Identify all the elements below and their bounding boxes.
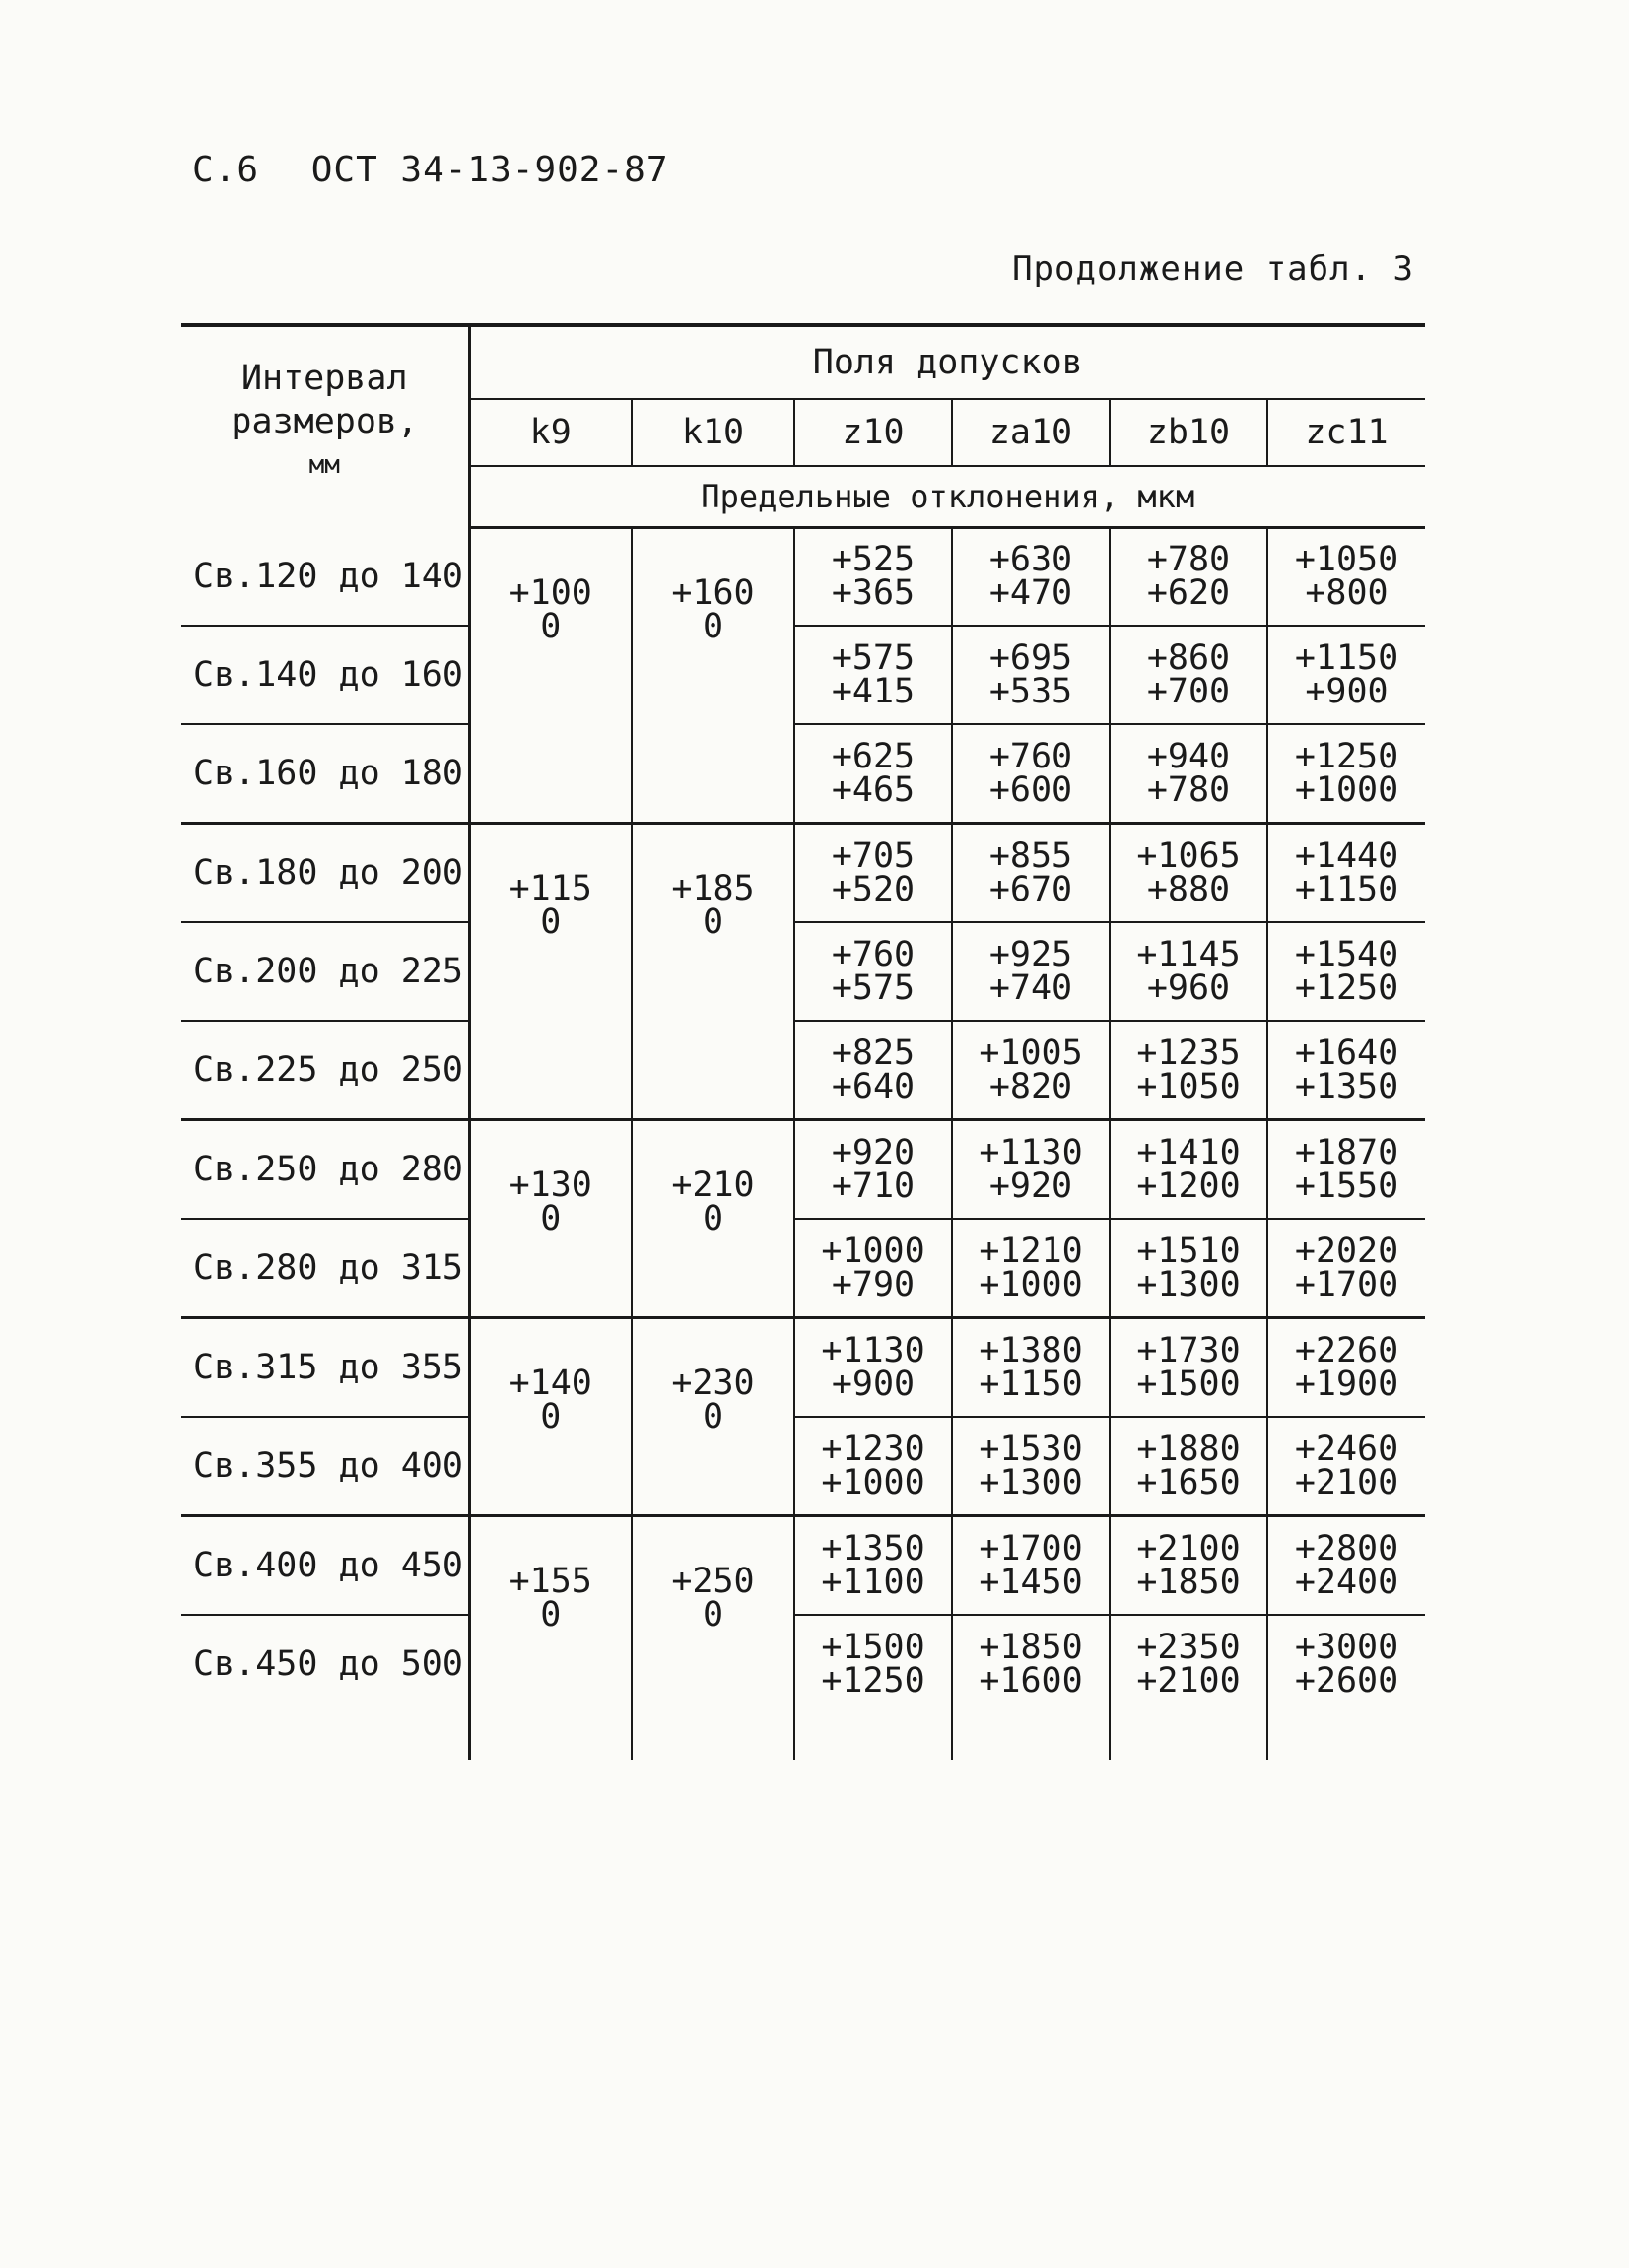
k9-deviation-cell: [469, 1317, 632, 1515]
zc11-deviation-cell: [1267, 1317, 1425, 1417]
upper-deviation: +760: [988, 736, 1073, 776]
zb10-deviation-cell: [1110, 1219, 1267, 1318]
table-tail-cell: [1110, 1712, 1267, 1760]
upper-deviation: +250: [671, 1561, 755, 1601]
za10-deviation-cell: [952, 1615, 1110, 1712]
lower-deviation: +470: [988, 573, 1073, 614]
lower-deviation: +900: [1305, 671, 1389, 711]
zc11-deviation-cell: [1267, 1021, 1425, 1120]
zb10-deviation-cell: [1110, 1615, 1267, 1712]
table-row: [181, 1317, 1425, 1417]
upper-deviation: +695: [988, 637, 1073, 678]
table-continuation-label: Продолжение табл. 3: [1012, 249, 1414, 289]
lower-deviation: +1300: [1136, 1264, 1241, 1304]
lower-deviation: 0: [702, 1594, 724, 1634]
zc11-deviation-cell: [1267, 1615, 1425, 1712]
table-row: [181, 1219, 1425, 1318]
lower-deviation: 0: [702, 1396, 724, 1436]
interval-header-line-1: Интервал: [240, 359, 408, 398]
upper-deviation: +2100: [1136, 1528, 1241, 1568]
upper-deviation: +100: [509, 573, 592, 613]
za10-deviation-cell: [952, 922, 1110, 1021]
upper-deviation: +920: [831, 1132, 916, 1172]
column-header-k9: k9: [469, 399, 632, 466]
lower-deviation: 0: [540, 1396, 562, 1436]
lower-deviation: +1000: [979, 1264, 1083, 1304]
lower-deviation: +1550: [1294, 1166, 1399, 1206]
upper-deviation: +1870: [1294, 1132, 1399, 1172]
upper-deviation: +1380: [979, 1330, 1083, 1370]
table-tail-cell: [632, 1712, 794, 1760]
size-interval-cell: Св.400 до 450: [181, 1515, 469, 1615]
zb10-deviation-cell: [1110, 823, 1267, 922]
upper-deviation: +1000: [821, 1231, 925, 1271]
size-interval-cell: Св.315 до 355: [181, 1317, 469, 1417]
upper-deviation: +3000: [1294, 1627, 1399, 1667]
lower-deviation: +1300: [979, 1462, 1083, 1502]
size-interval-cell: Св.160 до 180: [181, 724, 469, 824]
upper-deviation: +855: [988, 835, 1073, 876]
za10-deviation-cell: [952, 1021, 1110, 1120]
za10-deviation-cell: [952, 1219, 1110, 1318]
z10-deviation-cell: [794, 922, 952, 1021]
z10-deviation-cell: [794, 724, 952, 824]
lower-deviation: +2600: [1294, 1660, 1399, 1701]
table-tail: [181, 1712, 1425, 1760]
upper-deviation: +630: [988, 540, 1073, 580]
upper-deviation: +1130: [821, 1330, 925, 1370]
deviations-header: Предельные отклонения, мкм: [469, 466, 1425, 528]
upper-deviation: +2260: [1294, 1330, 1399, 1370]
upper-deviation: +140: [509, 1363, 592, 1403]
table-row: [181, 626, 1425, 724]
lower-deviation: +960: [1146, 967, 1231, 1008]
page-header: [192, 150, 669, 190]
standard-code: ОСТ 34-13-902-87: [310, 150, 669, 190]
table-tail-cell: [469, 1712, 632, 1760]
upper-deviation: +1210: [979, 1231, 1083, 1271]
lower-deviation: +1250: [821, 1660, 925, 1701]
size-interval-cell: Св.450 до 500: [181, 1615, 469, 1712]
za10-deviation-cell: [952, 1417, 1110, 1516]
column-header-za10: za10: [952, 399, 1110, 466]
lower-deviation: +1050: [1136, 1066, 1241, 1106]
k9-deviation-cell: [469, 528, 632, 824]
lower-deviation: +1000: [1294, 769, 1399, 810]
upper-deviation: +1640: [1294, 1033, 1399, 1073]
lower-deviation: +575: [831, 967, 916, 1008]
upper-deviation: +780: [1146, 540, 1231, 580]
lower-deviation: +1700: [1294, 1264, 1399, 1304]
lower-deviation: +800: [1305, 573, 1389, 614]
zb10-deviation-cell: [1110, 1417, 1267, 1516]
upper-deviation: +1700: [979, 1528, 1083, 1568]
k10-deviation-cell: [632, 1515, 794, 1712]
size-interval-cell: Св.140 до 160: [181, 626, 469, 724]
table-row: [181, 1021, 1425, 1120]
size-interval-cell: Св.120 до 140: [181, 528, 469, 626]
upper-deviation: +1235: [1136, 1033, 1241, 1073]
upper-deviation: +1250: [1294, 736, 1399, 776]
lower-deviation: +1200: [1136, 1166, 1241, 1206]
upper-deviation: +115: [509, 868, 592, 908]
column-header-k10: k10: [632, 399, 794, 466]
upper-deviation: +2460: [1294, 1429, 1399, 1469]
upper-deviation: +1130: [979, 1132, 1083, 1172]
column-header-z10: z10: [794, 399, 952, 466]
table-row: [181, 922, 1425, 1021]
upper-deviation: +860: [1146, 637, 1231, 678]
lower-deviation: 0: [702, 1198, 724, 1238]
lower-deviation: +365: [831, 573, 916, 614]
zc11-deviation-cell: [1267, 626, 1425, 724]
column-header-zc11: zc11: [1267, 399, 1425, 466]
zc11-deviation-cell: [1267, 823, 1425, 922]
za10-deviation-cell: [952, 1515, 1110, 1615]
table-tail-cell: [794, 1712, 952, 1760]
zc11-deviation-cell: [1267, 1417, 1425, 1516]
lower-deviation: +1850: [1136, 1562, 1241, 1602]
zb10-deviation-cell: [1110, 626, 1267, 724]
zb10-deviation-cell: [1110, 528, 1267, 626]
lower-deviation: +740: [988, 967, 1073, 1008]
lower-deviation: +1600: [979, 1660, 1083, 1701]
interval-header-unit: мм: [308, 450, 340, 480]
lower-deviation: +710: [831, 1166, 916, 1206]
lower-deviation: +415: [831, 671, 916, 711]
upper-deviation: +1005: [979, 1033, 1083, 1073]
lower-deviation: 0: [702, 607, 724, 646]
table-tail-cell: [1267, 1712, 1425, 1760]
upper-deviation: +760: [831, 934, 916, 974]
table-row: [181, 1119, 1425, 1219]
zc11-deviation-cell: [1267, 528, 1425, 626]
zb10-deviation-cell: [1110, 1021, 1267, 1120]
k10-deviation-cell: [632, 1317, 794, 1515]
lower-deviation: +670: [988, 869, 1073, 909]
table-row: [181, 1515, 1425, 1615]
zb10-deviation-cell: [1110, 1515, 1267, 1615]
zb10-deviation-cell: [1110, 724, 1267, 824]
lower-deviation: 0: [540, 1198, 562, 1238]
lower-deviation: +820: [988, 1066, 1073, 1106]
zc11-deviation-cell: [1267, 922, 1425, 1021]
lower-deviation: +1650: [1136, 1462, 1241, 1502]
page-number: С.6: [192, 150, 260, 190]
k9-deviation-cell: [469, 1515, 632, 1712]
z10-deviation-cell: [794, 1317, 952, 1417]
table-row: [181, 724, 1425, 824]
lower-deviation: +780: [1146, 769, 1231, 810]
za10-deviation-cell: [952, 626, 1110, 724]
upper-deviation: +1730: [1136, 1330, 1241, 1370]
lower-deviation: +535: [988, 671, 1073, 711]
upper-deviation: +1530: [979, 1429, 1083, 1469]
upper-deviation: +1050: [1294, 540, 1399, 580]
upper-deviation: +575: [831, 637, 916, 678]
za10-deviation-cell: [952, 1317, 1110, 1417]
upper-deviation: +2350: [1136, 1627, 1241, 1667]
lower-deviation: +2400: [1294, 1562, 1399, 1602]
lower-deviation: +1250: [1294, 967, 1399, 1008]
table-tail-cell: [952, 1712, 1110, 1760]
za10-deviation-cell: [952, 528, 1110, 626]
lower-deviation: +640: [831, 1066, 916, 1106]
upper-deviation: +1065: [1136, 835, 1241, 876]
lower-deviation: 0: [540, 1594, 562, 1634]
upper-deviation: +1850: [979, 1627, 1083, 1667]
size-interval-cell: Св.355 до 400: [181, 1417, 469, 1516]
lower-deviation: +465: [831, 769, 916, 810]
zb10-deviation-cell: [1110, 922, 1267, 1021]
size-interval-cell: Св.180 до 200: [181, 823, 469, 922]
lower-deviation: +1100: [821, 1562, 925, 1602]
lower-deviation: +2100: [1294, 1462, 1399, 1502]
lower-deviation: +900: [831, 1364, 916, 1404]
upper-deviation: +160: [671, 573, 755, 613]
lower-deviation: +2100: [1136, 1660, 1241, 1701]
upper-deviation: +1440: [1294, 835, 1399, 876]
upper-deviation: +230: [671, 1363, 755, 1403]
upper-deviation: +1880: [1136, 1429, 1241, 1469]
k10-deviation-cell: [632, 823, 794, 1119]
tolerance-table: [181, 323, 1425, 1760]
upper-deviation: +925: [988, 934, 1073, 974]
upper-deviation: +1500: [821, 1627, 925, 1667]
zc11-deviation-cell: [1267, 724, 1425, 824]
lower-deviation: +700: [1146, 671, 1231, 711]
table-row: [181, 823, 1425, 922]
tolerance-fields-header: Поля допусков: [469, 327, 1425, 399]
interval-column-header: [181, 327, 469, 528]
upper-deviation: +130: [509, 1165, 592, 1205]
lower-deviation: +1350: [1294, 1066, 1399, 1106]
upper-deviation: +2800: [1294, 1528, 1399, 1568]
lower-deviation: +520: [831, 869, 916, 909]
upper-deviation: +1150: [1294, 637, 1399, 678]
za10-deviation-cell: [952, 724, 1110, 824]
upper-deviation: +210: [671, 1165, 755, 1205]
upper-deviation: +1350: [821, 1528, 925, 1568]
lower-deviation: +1150: [1294, 869, 1399, 909]
k9-deviation-cell: [469, 1119, 632, 1317]
lower-deviation: +620: [1146, 573, 1231, 614]
upper-deviation: +625: [831, 736, 916, 776]
upper-deviation: +1540: [1294, 934, 1399, 974]
size-interval-cell: Св.200 до 225: [181, 922, 469, 1021]
lower-deviation: +1150: [979, 1364, 1083, 1404]
lower-deviation: +920: [988, 1166, 1073, 1206]
zb10-deviation-cell: [1110, 1119, 1267, 1219]
table-row: [181, 528, 1425, 626]
size-interval-cell: Св.250 до 280: [181, 1119, 469, 1219]
za10-deviation-cell: [952, 823, 1110, 922]
upper-deviation: +525: [831, 540, 916, 580]
size-interval-cell: Св.280 до 315: [181, 1219, 469, 1318]
upper-deviation: +1510: [1136, 1231, 1241, 1271]
k10-deviation-cell: [632, 528, 794, 824]
table-row: [181, 1417, 1425, 1516]
upper-deviation: +825: [831, 1033, 916, 1073]
z10-deviation-cell: [794, 1417, 952, 1516]
lower-deviation: 0: [540, 607, 562, 646]
z10-deviation-cell: [794, 1515, 952, 1615]
zc11-deviation-cell: [1267, 1515, 1425, 1615]
upper-deviation: +1230: [821, 1429, 925, 1469]
upper-deviation: +940: [1146, 736, 1231, 776]
z10-deviation-cell: [794, 1119, 952, 1219]
zc11-deviation-cell: [1267, 1119, 1425, 1219]
z10-deviation-cell: [794, 1219, 952, 1318]
zc11-deviation-cell: [1267, 1219, 1425, 1318]
upper-deviation: +705: [831, 835, 916, 876]
lower-deviation: +1500: [1136, 1364, 1241, 1404]
lower-deviation: +600: [988, 769, 1073, 810]
table-row: [181, 1615, 1425, 1712]
lower-deviation: +790: [831, 1264, 916, 1304]
k9-deviation-cell: [469, 823, 632, 1119]
upper-deviation: +2020: [1294, 1231, 1399, 1271]
column-header-zb10: zb10: [1110, 399, 1267, 466]
k10-deviation-cell: [632, 1119, 794, 1317]
tolerance-table-body: [181, 325, 1425, 1760]
lower-deviation: 0: [540, 901, 562, 942]
interval-header-line-2: размеров,: [231, 402, 419, 441]
upper-deviation: +185: [671, 868, 755, 908]
upper-deviation: +1410: [1136, 1132, 1241, 1172]
za10-deviation-cell: [952, 1119, 1110, 1219]
z10-deviation-cell: [794, 528, 952, 626]
lower-deviation: +1450: [979, 1562, 1083, 1602]
header-row-fields: [181, 327, 1425, 399]
z10-deviation-cell: [794, 1615, 952, 1712]
lower-deviation: +1000: [821, 1462, 925, 1502]
zb10-deviation-cell: [1110, 1317, 1267, 1417]
size-interval-cell: Св.225 до 250: [181, 1021, 469, 1120]
lower-deviation: 0: [702, 901, 724, 942]
upper-deviation: +155: [509, 1561, 592, 1601]
upper-deviation: +1145: [1136, 934, 1241, 974]
lower-deviation: +1900: [1294, 1364, 1399, 1404]
z10-deviation-cell: [794, 626, 952, 724]
lower-deviation: +880: [1146, 869, 1231, 909]
z10-deviation-cell: [794, 1021, 952, 1120]
table-tail-cell: [181, 1712, 469, 1760]
z10-deviation-cell: [794, 823, 952, 922]
